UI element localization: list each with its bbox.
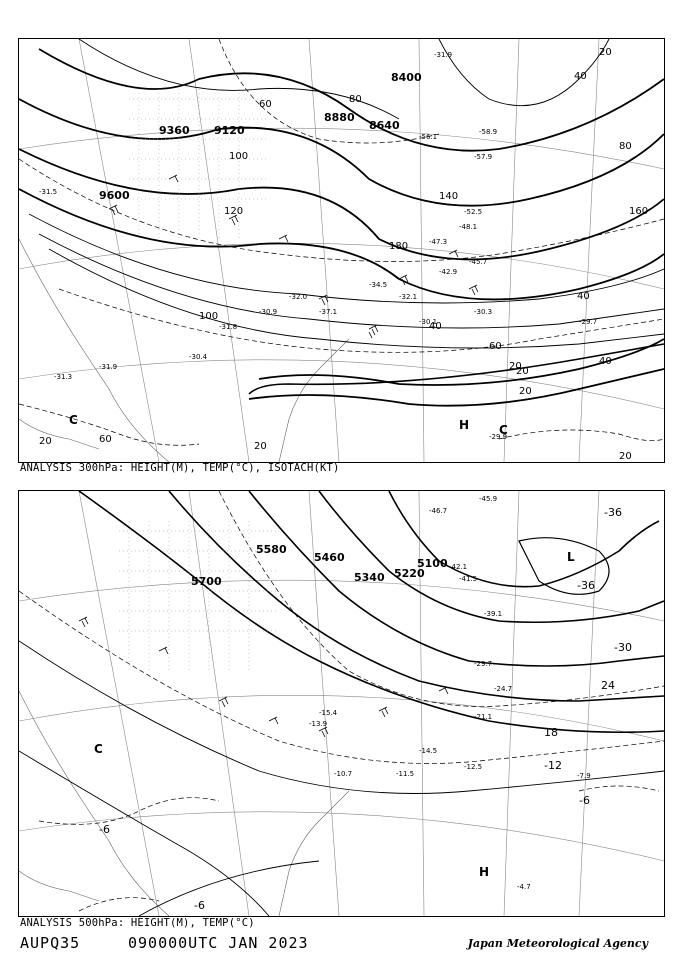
isotach-label: 20 [509, 361, 522, 372]
isotach-label: 140 [439, 191, 459, 202]
temperature-label: -12.5 [464, 763, 483, 771]
map-300hpa-drawing [19, 39, 664, 462]
isotach-label: 40 [574, 71, 587, 82]
height-contour-label: 5220 [394, 567, 425, 580]
isotach-label: 60 [99, 434, 112, 445]
isotach-label: 20 [619, 451, 632, 462]
temperature-label: -14.5 [419, 747, 438, 755]
isotach-label: 20 [519, 386, 532, 397]
pressure-center-label: C [499, 423, 508, 437]
pressure-center-label: C [94, 742, 103, 756]
temperature-label: -29.9 [489, 433, 508, 441]
temperature-label: -57.9 [474, 153, 493, 161]
temperature-label: -42.1 [449, 563, 468, 571]
temperature-contour-label: -36 [604, 506, 622, 519]
pressure-center-label: C [69, 413, 78, 427]
isotach-label: 40 [429, 321, 442, 332]
temperature-label: -29.7 [474, 660, 493, 668]
temperature-label: -24.7 [494, 685, 513, 693]
temperature-contour-label: -12 [544, 759, 562, 772]
height-contour-label: 8880 [324, 111, 355, 124]
temperature-contour-label: -30 [614, 641, 632, 654]
temperature-label: -52.5 [464, 208, 483, 216]
isotach-label: 40 [599, 356, 612, 367]
temperature-label: -4.7 [517, 883, 531, 891]
temperature-label: -56.1 [419, 133, 438, 141]
temperature-label: -31.9 [434, 51, 453, 59]
isotach-label: 20 [599, 47, 612, 58]
temperature-label: -30.4 [189, 353, 208, 361]
isotach-label: 20 [39, 436, 52, 447]
temperature-label: -13.9 [309, 720, 328, 728]
isotach-label: 80 [619, 141, 632, 152]
temperature-label: -34.5 [369, 281, 388, 289]
isotach-label: 120 [224, 206, 244, 217]
temperature-label: -11.5 [396, 770, 415, 778]
temperature-label: -45.7 [469, 258, 488, 266]
height-contour-label: 5340 [354, 571, 385, 584]
temperature-label: -37.1 [319, 308, 338, 316]
temperature-contour-label: -36 [577, 579, 595, 592]
temperature-label: -48.1 [459, 223, 478, 231]
temperature-contour-label: -6 [194, 899, 205, 912]
isotach-label: 20 [254, 441, 267, 452]
map-500hpa-drawing [19, 491, 664, 916]
height-contour-label: 9600 [99, 189, 130, 202]
temperature-label: -7.9 [577, 772, 591, 780]
height-contour-label: 8640 [369, 119, 400, 132]
temperature-label: -30.3 [474, 308, 493, 316]
temperature-label: -58.9 [479, 128, 498, 136]
height-contour-label: 9120 [214, 124, 245, 137]
pressure-center-label: H [479, 865, 490, 879]
isotach-label: 80 [349, 94, 362, 105]
temperature-label: -31.8 [219, 323, 238, 331]
height-contour-label: 5100 [417, 557, 448, 570]
temperature-label: -30.9 [259, 308, 278, 316]
temperature-label: -31.5 [39, 188, 58, 196]
temperature-contour-label: -6 [579, 794, 590, 807]
temperature-label: -21.1 [474, 713, 493, 721]
height-contour-label: 8400 [391, 71, 422, 84]
height-contour-label: 5460 [314, 551, 345, 564]
temperature-label: -45.9 [479, 495, 498, 503]
height-contour-label: 5580 [256, 543, 287, 556]
pressure-center-label: H [459, 418, 470, 432]
temperature-label: -42.9 [439, 268, 458, 276]
isotach-label: 40 [577, 291, 590, 302]
temperature-label: -31.3 [54, 373, 73, 381]
isotach-label: 180 [389, 241, 409, 252]
temperature-label: -10.7 [334, 770, 353, 778]
temperature-label: -31.9 [99, 363, 118, 371]
valid-time: 090000UTC JAN 2023 [128, 934, 309, 952]
temperature-label: -32.1 [399, 293, 418, 301]
chart-id: AUPQ35 [20, 934, 81, 952]
temperature-label: -46.7 [429, 507, 448, 515]
temperature-label: -47.3 [429, 238, 448, 246]
temperature-contour-label: 18 [544, 726, 558, 739]
caption-500hpa: ANALYSIS 500hPa: HEIGHT(M), TEMP(°C) [20, 917, 255, 929]
temperature-label: -32.0 [289, 293, 308, 301]
isotach-label: 160 [629, 206, 649, 217]
temperature-label: -30.1 [419, 318, 438, 326]
isotach-label: 100 [199, 311, 219, 322]
temperature-label: -29.7 [579, 318, 598, 326]
isotach-label: 60 [489, 341, 502, 352]
analysis-500hpa-map [18, 490, 665, 917]
caption-300hpa: ANALYSIS 300hPa: HEIGHT(M), TEMP(°C), ISOTACH(KT) [20, 462, 340, 474]
analysis-300hpa-map [18, 38, 665, 463]
temperature-label: -15.4 [319, 709, 338, 717]
pressure-center-label: L [567, 550, 575, 564]
height-contour-label: 5700 [191, 575, 222, 588]
isotach-label: 100 [229, 151, 249, 162]
temperature-contour-label: -6 [99, 823, 110, 836]
agency-name: Japan Meteorological Agency [467, 937, 648, 950]
height-contour-label: 9360 [159, 124, 190, 137]
temperature-label: -41.5 [459, 575, 478, 583]
temperature-contour-label: 24 [601, 679, 615, 692]
isotach-label: 60 [259, 99, 272, 110]
temperature-label: -39.1 [484, 610, 503, 618]
isotach-label: 20 [516, 366, 529, 377]
